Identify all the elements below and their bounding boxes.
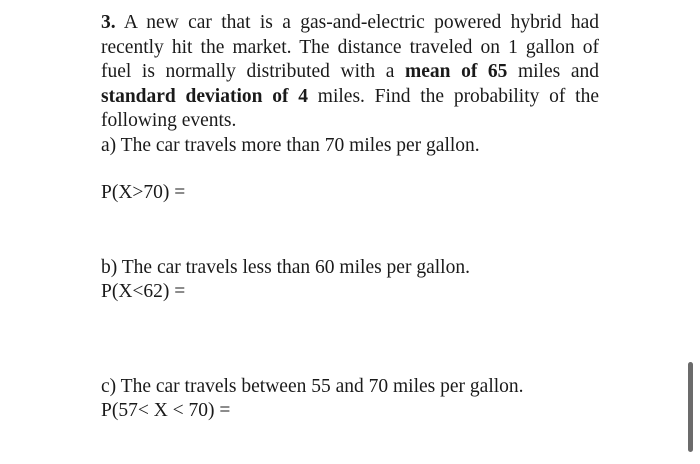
vertical-scrollbar[interactable] [688, 362, 693, 452]
part-a-question: a) The car travels more than 70 miles per gallon. [101, 135, 480, 156]
part-b-question: b) The car travels less than 60 miles per gallon. [101, 257, 470, 278]
problem-text-1: A new car that is a gas-and-electric powered hybrid had recently hit the market. The distance traveled on 1 gallon of fuel is normally distributed with a [101, 12, 599, 82]
problem-number: 3. [101, 12, 116, 33]
part-b-answer: P(X<62) = [101, 281, 186, 302]
problem-paragraph [101, 11, 599, 134]
mean-emphasis: mean of 65 [404, 61, 508, 82]
problem-text-3: miles. Find the probability of the following events. [101, 85, 599, 131]
problem-statement [101, 11, 599, 134]
part-c-question: c) The car travels between 55 and 70 miles per gallon. [101, 376, 524, 397]
problem-text-2: miles and [507, 61, 599, 82]
part-a-answer: P(X>70) = [101, 182, 186, 203]
standard-deviation-emphasis: standard deviation of 4 [101, 85, 309, 107]
part-c-answer: P(57< X < 70) = [101, 400, 231, 421]
